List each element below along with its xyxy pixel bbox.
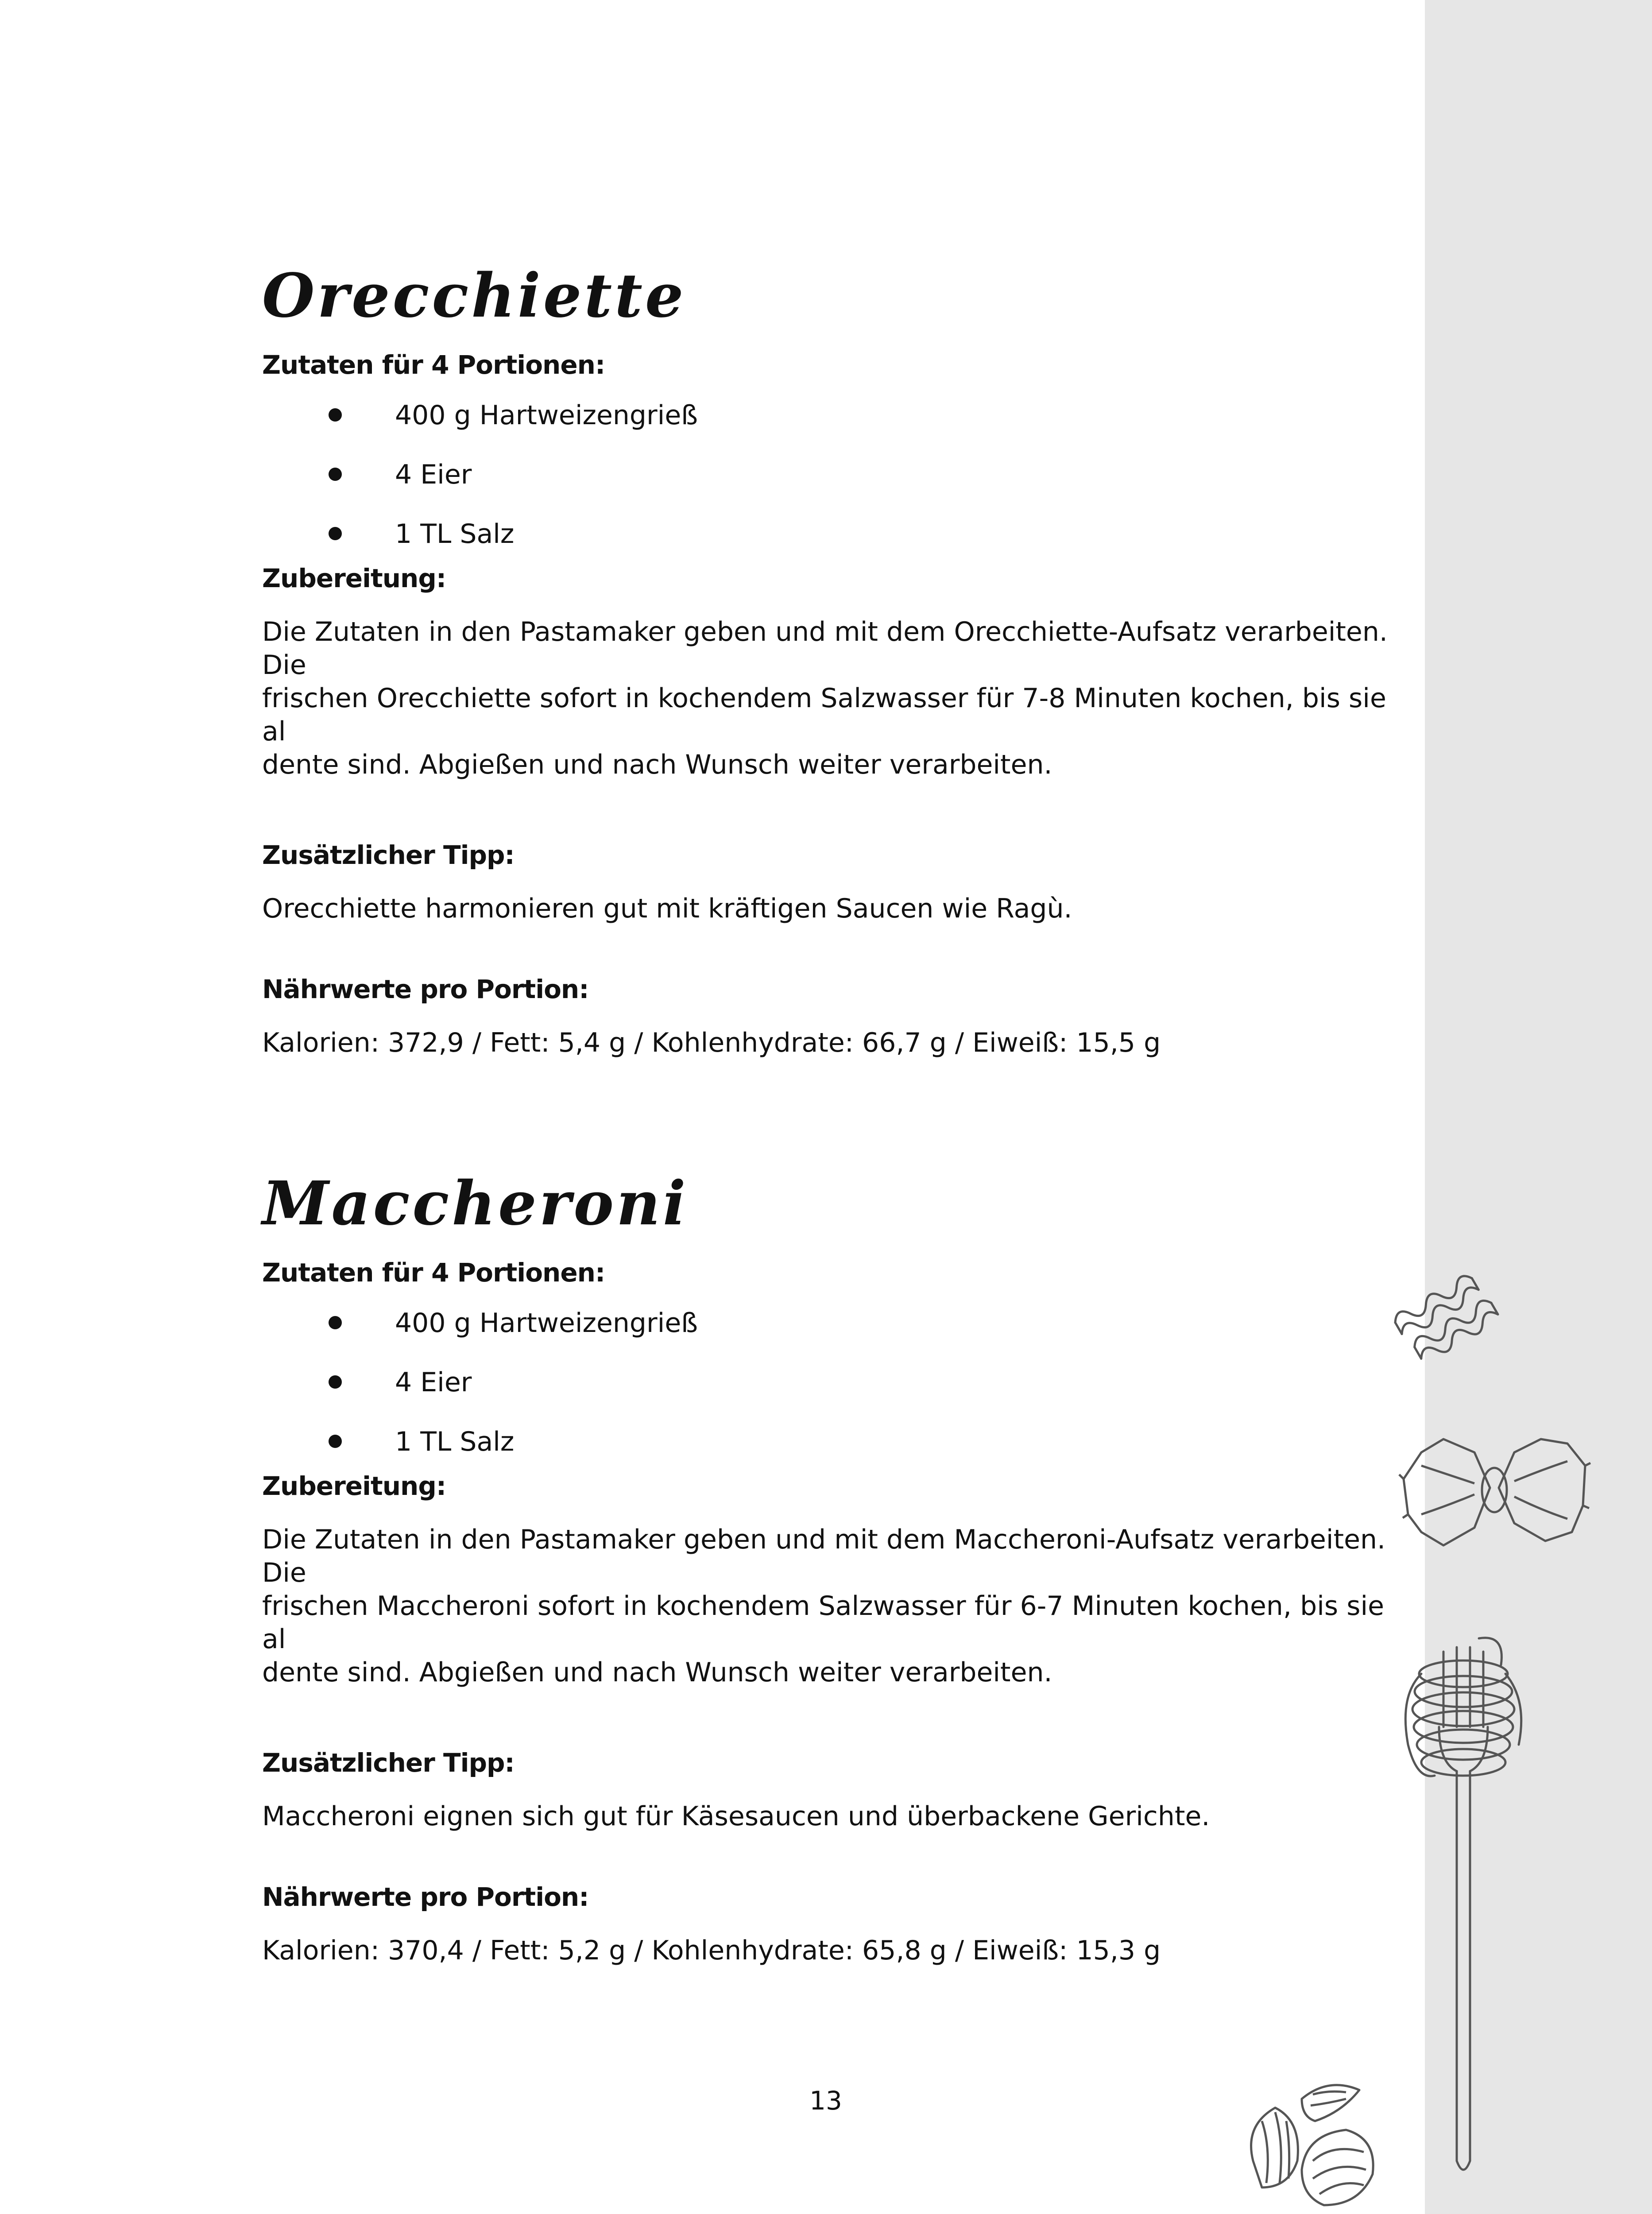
spaghetti-fork-icon xyxy=(1390,1630,1536,2205)
ingredient-text: 4 Eier xyxy=(395,1367,472,1398)
preparation-line: frischen Orecchiette sofort in kochendem Salzwasser für 7-8 Minuten kochen, bis sie al xyxy=(262,683,1386,747)
bullet-icon xyxy=(329,1435,342,1448)
ingredient-text: 1 TL Salz xyxy=(395,519,515,550)
bullet-icon xyxy=(329,408,342,422)
recipe-title: Maccheroni xyxy=(262,1168,689,1239)
ingredient-text: 4 Eier xyxy=(395,459,472,490)
nutrition-text: Kalorien: 370,4 / Fett: 5,2 g / Kohlenhydrate: 65,8 g / Eiweiß: 15,3 g xyxy=(262,1935,1161,1966)
list-item xyxy=(262,398,1396,457)
preparation-line: frischen Maccheroni sofort in kochendem Salzwasser für 6-7 Minuten kochen, bis sie al xyxy=(262,1591,1385,1655)
conchiglie-icon xyxy=(1235,2072,1395,2214)
ingredients-heading: Zutaten für 4 Portionen: xyxy=(262,1258,605,1288)
recipe-orecchiette xyxy=(262,260,1396,1060)
ingredient-list xyxy=(262,398,1396,576)
bullet-icon xyxy=(329,527,342,540)
bullet-icon xyxy=(329,468,342,481)
recipe-title: Orecchiette xyxy=(262,260,686,331)
ingredient-list xyxy=(262,1305,1396,1483)
tip-heading: Zusätzlicher Tipp: xyxy=(262,1748,515,1778)
list-item xyxy=(262,516,1396,576)
preparation-text xyxy=(262,1523,1396,1689)
list-item xyxy=(262,1305,1396,1365)
tip-heading: Zusätzlicher Tipp: xyxy=(262,840,515,870)
preparation-text xyxy=(262,615,1396,782)
ingredient-text: 400 g Hartweizengrieß xyxy=(395,1308,698,1339)
page-number: 13 xyxy=(809,2086,842,2116)
list-item xyxy=(262,1424,1396,1483)
list-item xyxy=(262,1365,1396,1424)
tip-text: Maccheroni eignen sich gut für Käsesaucen und überbackene Gerichte. xyxy=(262,1801,1210,1832)
ingredients-heading: Zutaten für 4 Portionen: xyxy=(262,350,605,380)
ingredient-text: 1 TL Salz xyxy=(395,1426,515,1457)
preparation-line: dente sind. Abgießen und nach Wunsch weiter verarbeiten. xyxy=(262,749,1052,780)
preparation-line: Die Zutaten in den Pastamaker geben und mit dem Maccheroni-Aufsatz verarbeiten. Die xyxy=(262,1524,1386,1588)
nutrition-text: Kalorien: 372,9 / Fett: 5,4 g / Kohlenhydrate: 66,7 g / Eiweiß: 15,5 g xyxy=(262,1027,1161,1058)
preparation-line: dente sind. Abgießen und nach Wunsch weiter verarbeiten. xyxy=(262,1657,1052,1688)
bullet-icon xyxy=(329,1316,342,1329)
tip-text: Orecchiette harmonieren gut mit kräftigen Saucen wie Ragù. xyxy=(262,893,1072,924)
ingredient-text: 400 g Hartweizengrieß xyxy=(395,400,698,431)
farfalle-icon xyxy=(1395,1426,1594,1559)
preparation-heading: Zubereitung: xyxy=(262,1471,446,1501)
list-item xyxy=(262,457,1396,516)
recipe-maccheroni xyxy=(262,1168,1396,1967)
nutrition-heading: Nährwerte pro Portion: xyxy=(262,1882,589,1912)
preparation-line: Die Zutaten in den Pastamaker geben und mit dem Orecchiette-Aufsatz verarbeiten. Die xyxy=(262,616,1388,681)
nutrition-heading: Nährwerte pro Portion: xyxy=(262,974,589,1004)
fusilli-icon xyxy=(1373,1240,1532,1390)
preparation-heading: Zubereitung: xyxy=(262,563,446,593)
bullet-icon xyxy=(329,1375,342,1389)
